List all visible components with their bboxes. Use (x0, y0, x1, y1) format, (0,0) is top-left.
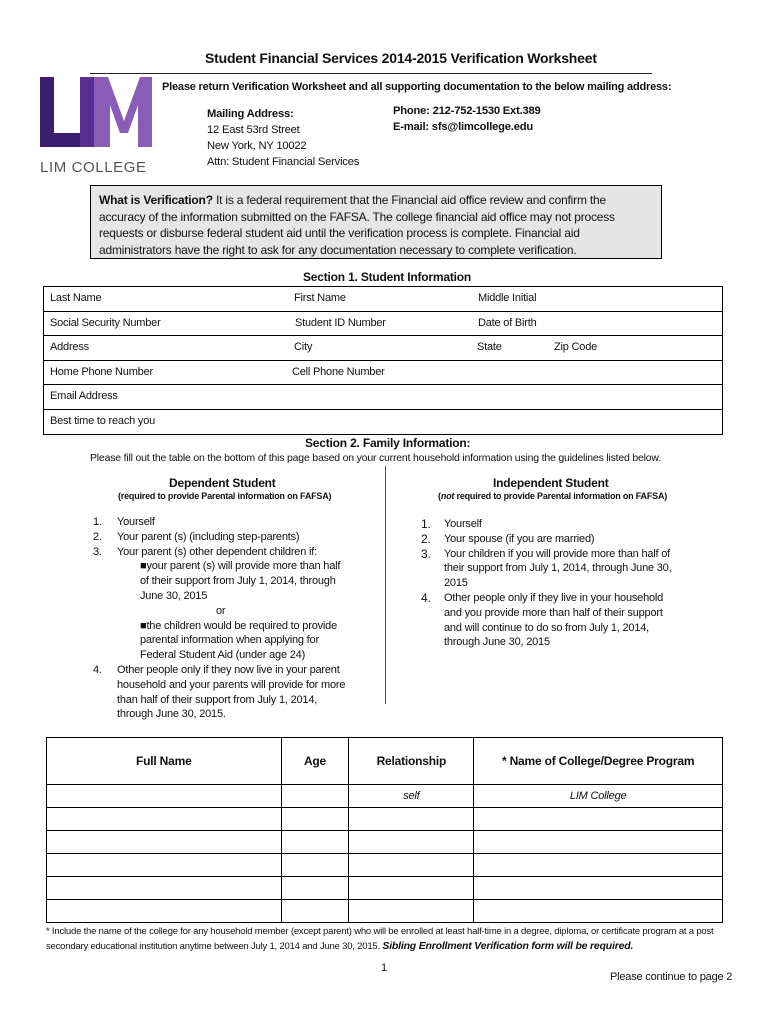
list-item: their support from July 1, 2014, through June 30, (444, 562, 672, 575)
address-field[interactable]: Address (50, 341, 89, 353)
logo-college-name: LIM COLLEGE (40, 159, 147, 176)
page-number: 1 (381, 962, 387, 974)
list-item: parental information when applying for (140, 634, 319, 647)
list-item: Your children if you will provide more than half of (444, 547, 671, 560)
independent-student-sub: (not required to provide Parental information on FAFSA) (438, 491, 668, 501)
independent-student-heading: Independent Student (493, 476, 609, 490)
verification-heading: What is Verification? (99, 193, 213, 207)
age-cell[interactable] (281, 900, 349, 923)
list-item: Your parent (s) other dependent children if: (117, 545, 317, 558)
name-cell[interactable] (47, 877, 282, 900)
relationship-cell[interactable] (349, 808, 474, 831)
bullet-icon: ■ (140, 560, 147, 573)
relationship-cell[interactable] (349, 877, 474, 900)
table-row (47, 854, 723, 877)
name-cell[interactable] (47, 808, 282, 831)
section-2-subtitle: Please fill out the table on the bottom of this page based on your current household information using the guidelines listed below. (90, 452, 661, 464)
college-cell[interactable] (474, 854, 723, 877)
table-row (47, 785, 723, 808)
list-item: and you provide more than half of their support (444, 606, 663, 619)
list-item: Federal Student Aid (under age 24) (140, 649, 306, 662)
full-name-header: Full Name (47, 738, 282, 785)
header-divider (90, 73, 652, 74)
contact-block (393, 103, 541, 135)
family-table (46, 737, 723, 923)
return-instruction: Please return Verification Worksheet and all supporting documentation to the below mailing address: (162, 81, 672, 93)
date-of-birth-field[interactable]: Date of Birth (478, 316, 537, 329)
list-item: household and your parents will provide for more (117, 678, 346, 691)
lim-logo-mark-icon (40, 77, 158, 177)
verification-info-box (90, 185, 662, 259)
list-item: Other people only if they now live in your parent (117, 663, 340, 676)
bullet-icon: ■ (140, 619, 147, 632)
last-name-field[interactable]: Last Name (50, 292, 102, 304)
phone-number: Phone: 212-752-1530 Ext.389 (393, 105, 541, 117)
address-line-3: Attn: Student Financial Services (207, 156, 360, 168)
first-name-field[interactable]: First Name (294, 292, 346, 304)
list-item: than half of their support from July 1, 2014, (117, 693, 318, 706)
college-cell: LIM College (474, 785, 723, 808)
middle-initial-field[interactable]: Middle Initial (478, 292, 537, 304)
student-info-row (44, 311, 722, 336)
list-item: Yourself (117, 516, 155, 528)
address-line-1: 12 East 53rd Street (207, 124, 300, 136)
mailing-address-block (207, 106, 359, 170)
student-info-row (44, 335, 722, 360)
home-phone-field[interactable]: Home Phone Number (50, 365, 153, 378)
student-info-row (44, 384, 722, 409)
continue-note: Please continue to page 2 (610, 971, 733, 983)
mailing-address-label: Mailing Address: (207, 108, 294, 120)
college-cell[interactable] (474, 900, 723, 923)
list-item: Other people only if they live in your household (444, 591, 664, 604)
age-cell[interactable] (281, 808, 349, 831)
college-cell[interactable] (474, 808, 723, 831)
dependent-student-heading: Dependent Student (169, 476, 276, 490)
name-cell[interactable] (47, 900, 282, 923)
column-divider (385, 466, 386, 704)
list-item: Your parent (s) (including step-parents) (117, 530, 300, 543)
student-info-row (44, 360, 722, 385)
relationship-header: Relationship (349, 738, 474, 785)
list-item: of their support from July 1, 2014, through (140, 575, 336, 588)
relationship-cell: self (349, 785, 474, 808)
age-cell[interactable] (281, 785, 349, 808)
section-2-title: Section 2. Family Information: (305, 436, 471, 450)
section-1-title: Section 1. Student Information (303, 270, 472, 284)
list-item: through June 30, 2015 (444, 636, 550, 649)
student-info-row (44, 409, 722, 434)
zip-code-field[interactable]: Zip Code (554, 341, 598, 353)
dependent-student-sub: (required to provide Parental information on FAFSA) (118, 491, 332, 501)
college-cell[interactable] (474, 831, 723, 854)
list-item: 2015 (444, 577, 468, 590)
relationship-cell[interactable] (349, 900, 474, 923)
table-row (47, 877, 723, 900)
list-item: your parent (s) will provide more than half (146, 560, 341, 573)
or-separator: or (216, 604, 226, 617)
city-field[interactable]: City (294, 341, 313, 353)
college-cell[interactable] (474, 877, 723, 900)
name-cell[interactable] (47, 785, 282, 808)
name-cell[interactable] (47, 831, 282, 854)
list-item: and will continue to do so from July 1, 2014, (444, 621, 650, 634)
relationship-cell[interactable] (349, 854, 474, 877)
name-cell[interactable] (47, 854, 282, 877)
verification-body: It is a federal requirement that the Financial aid office review and confirm the accuracy of the information submitted on the FAFSA. The college financial aid office may not process requests or disburse federal student aid until the verification process is complete. Financial aid administrators have the right to ask for any documentation necessary to complete verification. (99, 193, 615, 257)
age-cell[interactable] (281, 877, 349, 900)
footnote: * Include the name of the college for any household member (except parent) who will be enrolled at least half-time in a degree, diploma, or certificate program at a post secondary educational institution anytime between July 1, 2014 and June 30, 2015. Sibling Enrollment Verification form will be required. (46, 926, 714, 952)
email-field[interactable]: Email Address (50, 390, 118, 402)
independent-list: 1. Yourself 2. Your spouse (if you are married) 3. Your children if you will provide more than half of their support from July 1, 2014, through June 30, 2015 4. Other people only if they live in your household and you provide more than half of their support and will continue to do so from July 1, 2014, through June 30, 2015 (421, 517, 672, 649)
student-info-table (43, 286, 723, 435)
student-info-row (44, 287, 722, 311)
page-title: Student Financial Services 2014-2015 Verification Worksheet (205, 50, 597, 66)
list-item: Yourself (444, 518, 482, 530)
list-item: Your spouse (if you are married) (444, 532, 595, 545)
best-time-field[interactable]: Best time to reach you (50, 414, 156, 427)
address-line-2: New York, NY 10022 (207, 140, 307, 152)
age-cell[interactable] (281, 831, 349, 854)
lim-college-logo (40, 77, 158, 177)
table-row (47, 900, 723, 923)
table-header-row (47, 738, 723, 785)
age-header: Age (281, 738, 349, 785)
table-row (47, 831, 723, 854)
age-cell[interactable] (281, 854, 349, 877)
student-id-field[interactable]: Student ID Number (295, 316, 386, 329)
relationship-cell[interactable] (349, 831, 474, 854)
state-field[interactable]: State (477, 341, 502, 353)
college-header: * Name of College/Degree Program (474, 738, 723, 785)
list-item: the children would be required to provide (146, 619, 337, 632)
dependent-list: 1. Yourself 2. Your parent (s) (including step-parents) 3. Your parent (s) other dependent children if: ■your parent (s) will provide more than half of their support from July 1, 2014, through June 30, 2015 or ■the children would be required to provide parental information when applying for Federal Student Aid (under age 24) 4. Other people only if they now live in your parent household and your parents will provide for more than half of their support from July 1, 2014, through June 30, 2015. (93, 516, 346, 721)
list-item: June 30, 2015 (140, 589, 208, 602)
ssn-field[interactable]: Social Security Number (50, 316, 161, 329)
email-address[interactable]: E-mail: sfs@limcollege.edu (393, 121, 533, 133)
table-row (47, 808, 723, 831)
list-item: through June 30, 2015. (117, 708, 226, 721)
cell-phone-field[interactable]: Cell Phone Number (292, 365, 385, 378)
